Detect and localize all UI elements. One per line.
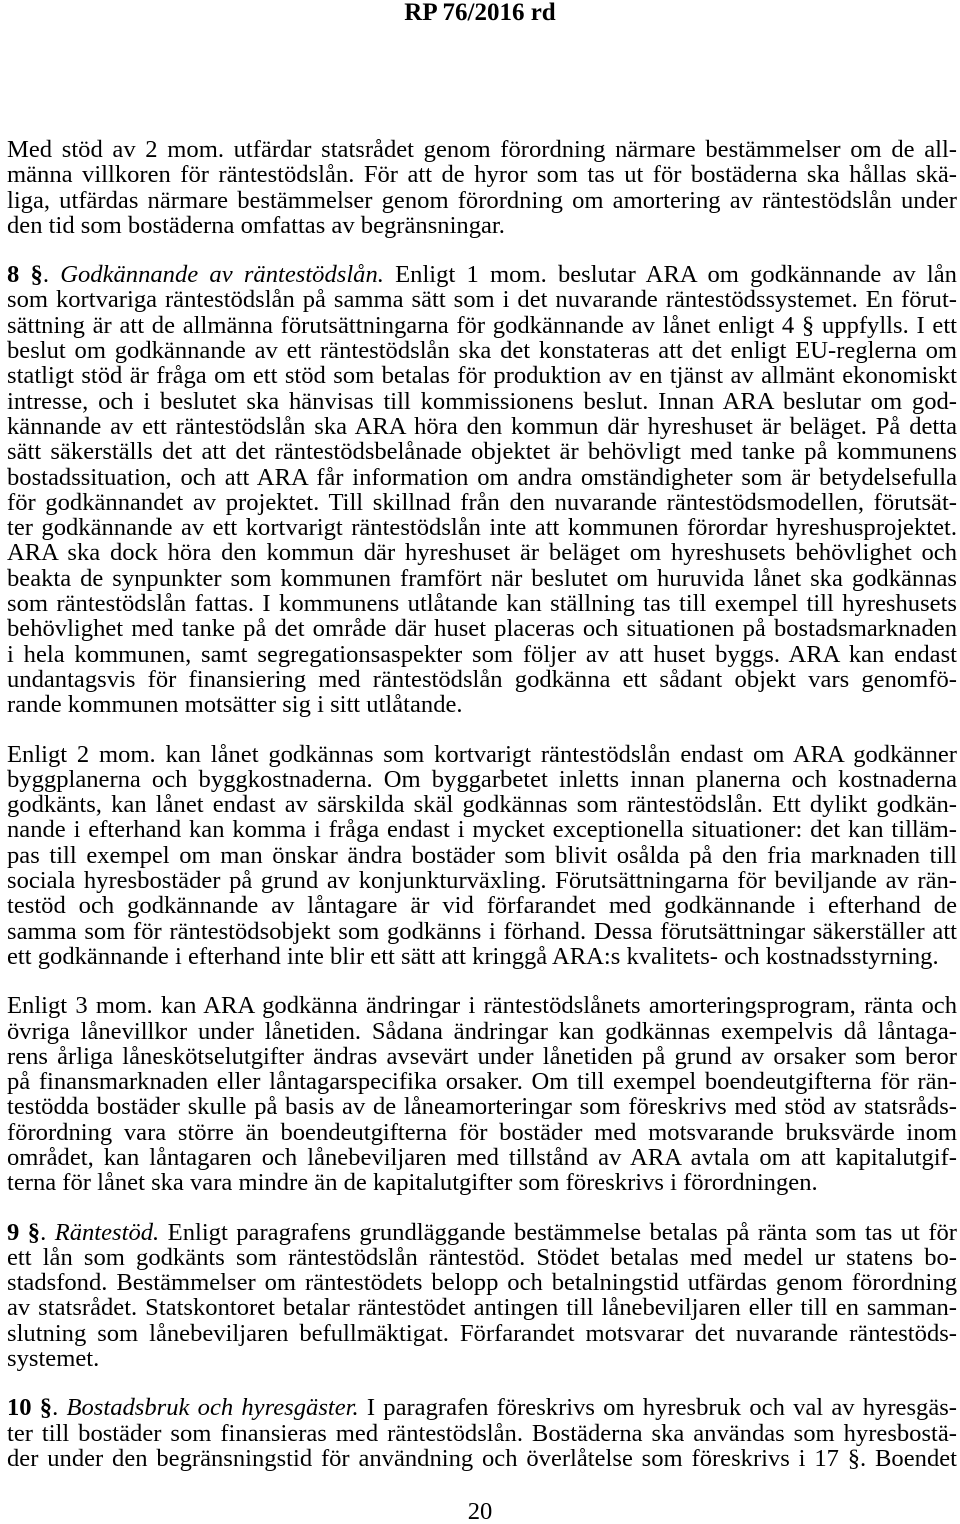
text-line: liga, utfärdas närmare bestämmelser genom förordning om amortering av räntestödslån under [7,186,957,214]
section-title-line [7,1395,957,1420]
paragraph [7,993,957,1195]
text-line: rens årliga låneskötselutgifter ändras avsevärt under lånetiden på grund av orsaker som beror [7,1042,957,1070]
text-line: byggplanerna och byggkostnaderna. Om byggarbetet inletts innan planerna och kostnaderna [7,765,957,793]
text-line: ARA ska dock höra den kommun där hyreshuset är beläget om hyreshusets behövlighet och [7,539,957,567]
text-line: på finansmarknaden eller låntagarspecifika orsaker. Om till exempel boendeutgifterna för rän- [7,1068,957,1096]
text-line: ter godkännande av ett kortvarigt räntestödslån inte att kommunen förordar hyreshusprojektet. [7,514,957,542]
text-line: der under den begränsningstid för användning och överlåtelse som föreskrivs i 17 §. Boendet [7,1444,957,1472]
section-number: 10 § [7,1394,53,1422]
text-line: undantagsvis för finansiering med räntestödslån godkänna ett sådant objekt vars genomfö- [7,665,957,693]
text-line: rande kommunen motsätter sig i sitt utlåtande. [7,691,463,719]
text-line: sätt säkerställs det att det räntestödsbelånade objektet är behövligt med tanke på kommunens [7,438,957,466]
text-line: behövlighet med tanke på det område där huset placeras och situationen på bostadsmarknaden [7,615,957,643]
section-lead-text: I paragrafen föreskrivs om hyresbruk och val av hyresgäs- [366,1394,957,1422]
text-line: ter till bostäder som finansieras med räntestödslån. Bostäderna ska användas som hyresbostä- [7,1419,957,1447]
text-line: testödda bostäder skulle på basis av de låneamorteringar som föreskrivs med stöd av statsråds- [7,1093,957,1121]
text-line: Enligt 3 mom. kan ARA godkänna ändringar i räntestödslånets amorteringsprogram, ränta och [7,992,957,1020]
text-line: sociala hyresbostäder på grund av konjunkturväxling. Förutsättningarna för beviljande av rän- [7,867,957,895]
text-line: sättning är att de allmänna förutsättningarna för godkännande av lånet enligt 4 § uppfylls. I ett [7,311,957,339]
text-line: slutning som lånebeviljaren befullmäktigat. Förfarandet motsvarar det nuvarande räntestöds- [7,1319,957,1347]
text-line: som kortvariga räntestödslån på samma sätt som i det nuvarande räntestödssystemet. En förut- [7,286,957,314]
text-line: övriga lånevillkor under lånetiden. Sådana ändringar kan godkännas exempelvis då låntaga- [7,1017,957,1045]
section-lead-text: Enligt paragrafens grundläggande bestämmelse betalas på ränta som tas ut för [167,1218,957,1246]
section-title-line [7,1220,957,1245]
text-line: beslut om godkännande av ett räntestödslån ska det konstateras att det enligt EU-reglerna om [7,337,957,365]
text-line: ett godkännande i efterhand inte blir ett sätt att kringgå ARA:s kvalitets- och kostnadsstyrning. [7,942,939,970]
text-line: av statsrådet. Statskontoret betalar räntestödet antingen till lånebeviljaren eller till en samman- [7,1294,957,1322]
section-title-line [7,262,957,287]
paragraph [7,742,957,970]
section-heading: Godkännande av räntestödslån. [60,261,384,289]
text-line: godkänts, kan lånet endast av särskilda skäl godkännas som räntestödslån. Ett dylikt godkän- [7,791,957,819]
text-line: systemet. [7,1345,100,1373]
text-line: förordning vara större än boendeutgifterna för bostäder med motsvarande bruksvärde inom [7,1118,957,1146]
section-8-paragraph [7,262,957,717]
text-line: för godkännandet av projektet. Till skillnad från den nuvarande räntestödsmodellen, förutsät- [7,488,957,516]
text-line: ett lån som godkänts som räntestödslån räntestöd. Stödet betalas med medel ur statens bo- [7,1243,957,1271]
text-line: statligt stöd är fråga om ett stöd som betalas för produktion av en tjänst av allmänt ekonomiskt [7,362,957,390]
document-body [7,137,957,1495]
document-header: RP 76/2016 rd [404,0,556,26]
text-line: i hela kommunen, samt segregationsaspekter som följer av att huset byggs. ARA kan endast [7,640,957,668]
section-heading: Bostadsbruk och hyresgäster. [66,1394,359,1422]
text-line: intresse, och i beslutet ska hänvisas till kommissionens beslut. Innan ARA beslutar om god- [7,387,957,415]
text-line: som räntestödslån fattas. I kommunens utlåtande kan ställning tas till exempel till hyreshusets [7,590,957,618]
section-number: 9 § [7,1218,41,1246]
text-line: stadsfond. Bestämmelser om räntestödets belopp och betalningstid utfärdas genom förordning [7,1269,957,1297]
section-number-suffix: . [40,1218,47,1246]
text-line: den tid som bostäderna omfattas av begränsningar. [7,211,505,239]
section-lead-text: Enligt 1 mom. beslutar ARA om godkännande av lån [395,261,957,289]
text-line: beakta de synpunkter som kommunen framfört när beslutet om huruvida lånet ska godkännas [7,564,957,592]
text-line: testöd och godkännande av låntagare är vid förfarandet med godkännande i efterhand de [7,892,957,920]
text-line: Enligt 2 mom. kan lånet godkännas som kortvarigt räntestödslån endast om ARA godkänner [7,740,957,768]
text-line: Med stöd av 2 mom. utfärdar statsrådet genom förordning närmare bestämmelser om de all- [7,136,957,163]
text-line: samma som för räntestödsobjekt som godkänns i förhand. Dessa förutsättningar säkerställer att [7,917,957,945]
section-number: 8 § [7,261,43,289]
section-number-suffix: . [42,261,49,289]
section-9-paragraph [7,1220,957,1372]
text-line: nande i efterhand kan komma i fråga endast i mycket exceptionella situationer: det kan tilläm- [7,816,957,844]
text-line: kännande av ett räntestödslån ska ARA höra den kommun där hyreshuset är beläget. På detta [7,412,957,440]
text-line: området, kan låntagaren och lånebeviljaren med tillstånd av ARA avtala om att kapitalutgif- [7,1143,957,1171]
paragraph [7,137,957,238]
section-number-suffix: . [52,1394,59,1422]
section-heading: Räntestöd. [54,1218,160,1246]
page-number: 20 [467,1498,493,1524]
text-line: bostadssituation, och att ARA får information om andra omständigheter som är betydelsefulla [7,463,957,491]
text-line: männa villkoren för räntestödslån. För att de hyror som tas ut för bostäderna ska hållas skä- [7,161,957,189]
section-10-paragraph [7,1395,957,1471]
text-line: terna för lånet ska vara mindre än de kapitalutgifter som föreskrivs i förordningen. [7,1169,818,1197]
text-line: pas till exempel om man önskar ändra bostäder som blivit osålda på den fria marknaden till [7,841,957,869]
